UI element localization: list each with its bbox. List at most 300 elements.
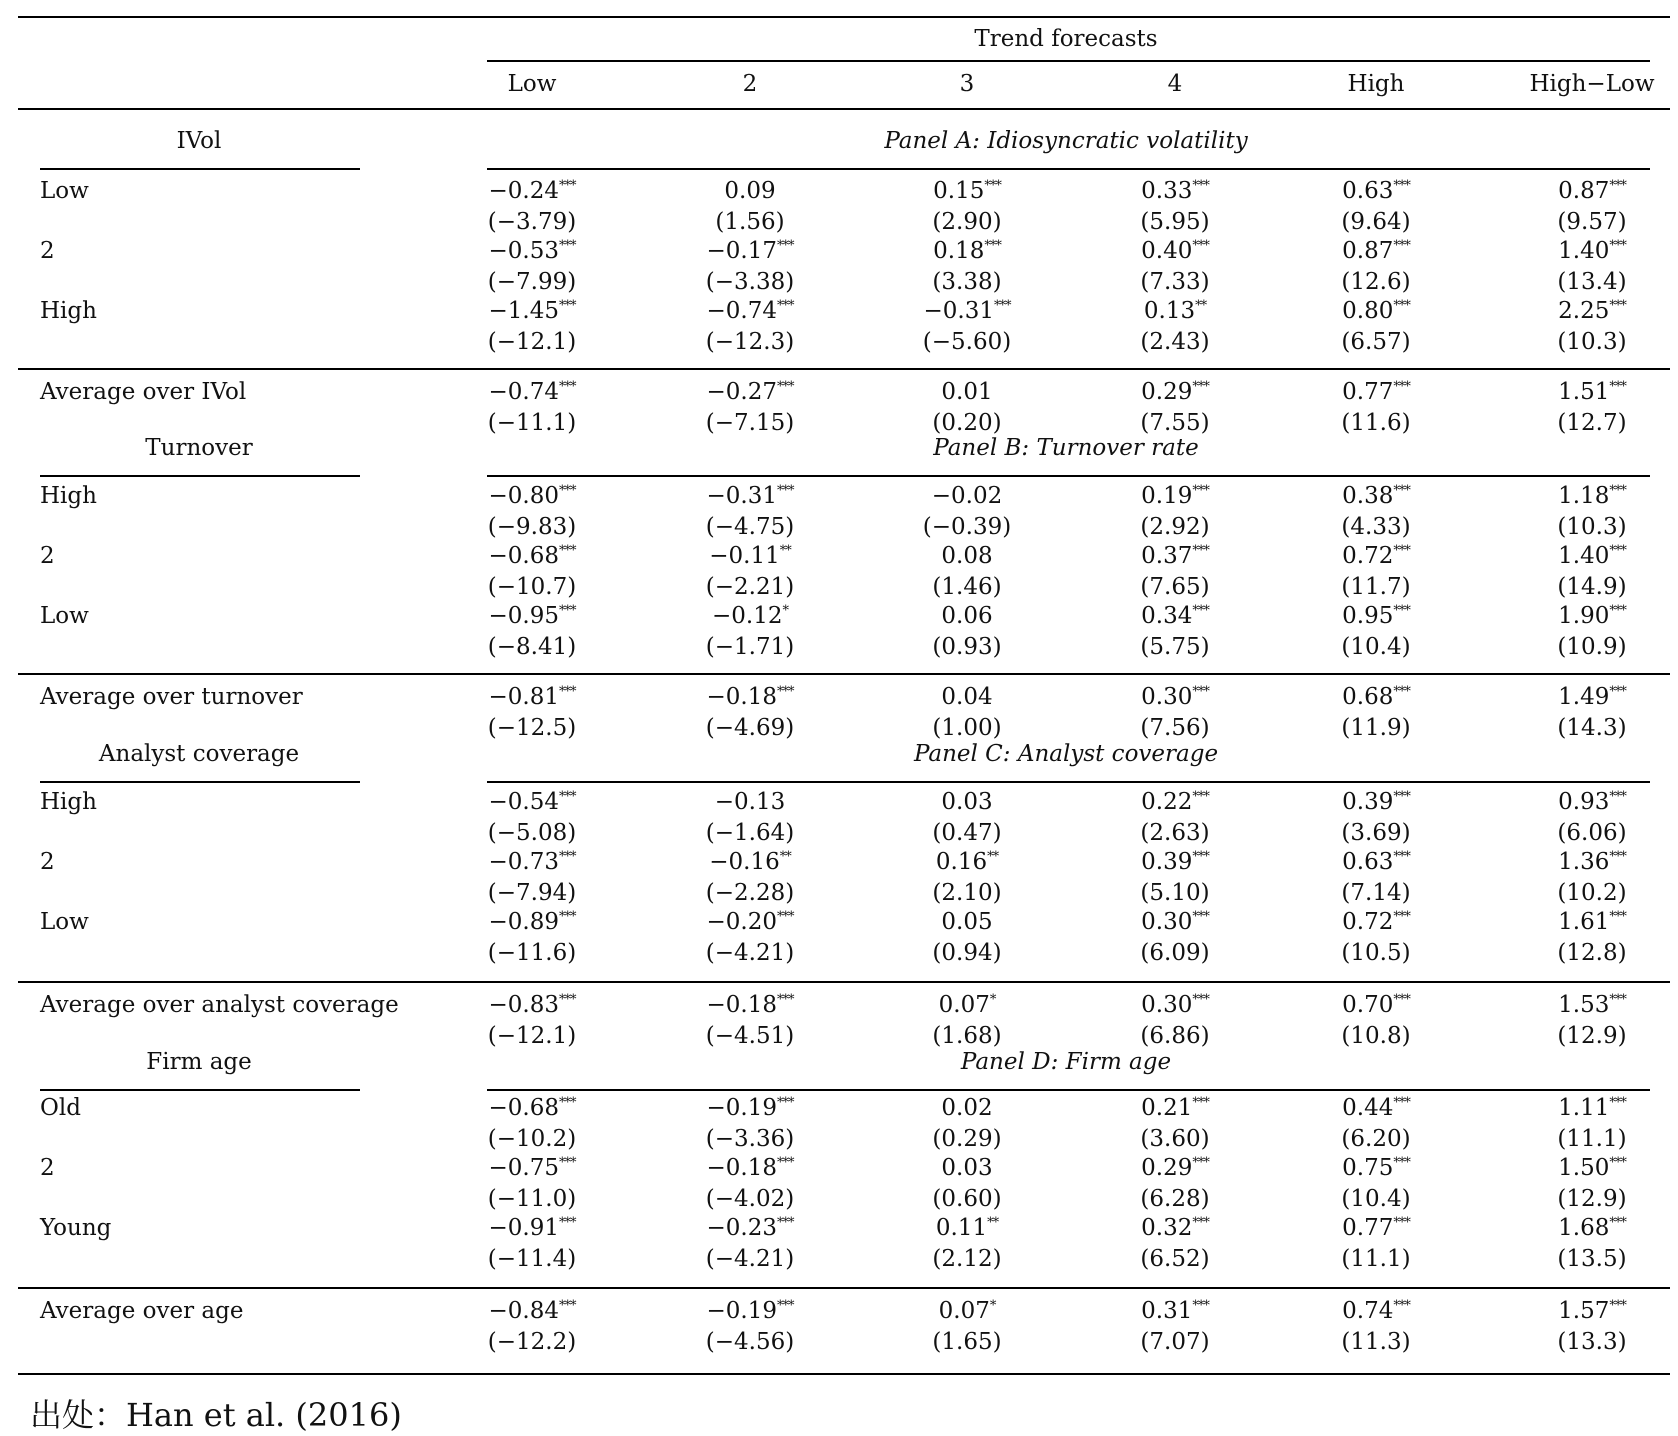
t-statistic: (−1.64) [705,820,795,846]
significance-stars: *** [1393,178,1410,194]
t-statistic: (3.38) [932,269,1002,295]
significance-stars: *** [1393,684,1410,700]
t-statistic: (0.60) [932,1186,1002,1212]
sort-label-rule [40,475,360,477]
coefficient-cell [489,1097,576,1120]
t-statistic: (10.2) [1557,880,1627,906]
column-header: Low [507,71,557,97]
significance-stars: *** [776,1095,794,1111]
t-statistic: (10.4) [1341,1186,1411,1212]
average-coefficient-cell [707,994,794,1017]
significance-stars: *** [1609,789,1626,805]
row-label: 2 [40,238,55,264]
coefficient-value: 0.30 [1141,909,1193,935]
significance-stars: *** [1609,238,1626,254]
source-note: 出处：Han et al. (2016) [30,1396,402,1434]
average-t-statistic: (12.7) [1557,410,1627,436]
t-statistic: (2.43) [1140,329,1210,355]
significance-stars: *** [1609,909,1626,925]
significance-stars: *** [1393,603,1410,619]
coefficient-value: 0.38 [1342,483,1394,509]
coefficient-value: 0.30 [1141,684,1193,710]
average-t-statistic: (−11.1) [487,410,577,436]
t-statistic: (−1.71) [705,634,795,660]
coefficient-value: 1.61 [1558,909,1610,935]
average-coefficient-cell [1141,381,1209,404]
coefficient-cell [1342,605,1410,628]
t-statistic: (−12.1) [487,329,577,355]
significance-stars: *** [558,379,576,395]
row-label: Low [40,909,89,935]
t-statistic: (−9.83) [487,514,577,540]
significance-stars: *** [1609,543,1626,559]
coefficient-cell [709,545,790,568]
coefficient-cell [712,605,788,628]
average-t-statistic: (11.6) [1341,410,1411,436]
coefficient-value: −0.74 [706,298,777,324]
coefficient-cell [941,1157,992,1180]
row-label: High [40,789,97,815]
t-statistic: (12.9) [1557,1186,1627,1212]
t-statistic: (−3.79) [487,209,577,235]
coefficient-value: 0.72 [1342,909,1394,935]
average-coefficient-cell [707,1300,794,1323]
coefficient-cell [1558,851,1626,874]
coefficient-cell [1342,545,1410,568]
t-statistic: (−4.75) [705,514,795,540]
coefficient-value: 0.04 [941,684,993,710]
t-statistic: (6.06) [1557,820,1627,846]
sort-label-rule [40,168,360,170]
coefficient-value: −0.18 [706,1155,777,1181]
average-coefficient-cell [1141,1300,1209,1323]
coefficient-value: 0.01 [941,379,993,405]
average-t-statistic: (6.86) [1140,1023,1210,1049]
coefficient-value: 1.57 [1558,1298,1610,1324]
t-statistic: (12.6) [1341,269,1411,295]
average-t-statistic: (0.20) [932,410,1002,436]
t-statistic: (−11.6) [487,940,577,966]
coefficient-cell [1144,300,1206,323]
coefficient-value: −0.80 [488,483,559,509]
coefficient-cell [1141,240,1209,263]
coefficient-value: 0.32 [1141,1215,1193,1241]
average-t-statistic: (11.9) [1341,715,1411,741]
coefficient-value: −0.95 [488,603,559,629]
t-statistic: (−0.39) [922,514,1012,540]
significance-stars: *** [1192,603,1209,619]
t-statistic: (−3.36) [705,1126,795,1152]
significance-stars: *** [1393,1215,1410,1231]
t-statistic: (6.52) [1140,1246,1210,1272]
t-statistic: (−11.0) [487,1186,577,1212]
t-statistic: (0.47) [932,820,1002,846]
column-group-title: Trend forecasts [974,26,1158,52]
coefficient-value: 0.16 [935,849,988,875]
coefficient-cell [715,791,785,814]
significance-stars: *** [1393,483,1410,499]
t-statistic: (3.69) [1341,820,1411,846]
coefficient-cell [489,851,576,874]
coefficient-value: 0.03 [941,789,993,815]
significance-stars: *** [1393,1095,1410,1111]
coefficient-value: 0.95 [1342,603,1394,629]
coefficient-cell [1141,545,1209,568]
coefficient-cell [1558,1157,1626,1180]
coefficient-value: 0.02 [941,1095,993,1121]
row-label: High [40,483,97,509]
bottom-rule [18,1373,1670,1375]
significance-stars: *** [1393,849,1410,865]
coefficient-value: 0.40 [1141,238,1193,264]
coefficient-value: −0.19 [706,1298,777,1324]
average-coefficient-cell [1141,686,1209,709]
significance-stars: *** [1192,379,1209,395]
t-statistic: (−2.28) [705,880,795,906]
column-header: High−Low [1529,71,1655,97]
average-coefficient-cell [941,381,992,404]
t-statistic: (12.8) [1557,940,1627,966]
t-statistic: (−8.41) [487,634,577,660]
significance-stars: ** [987,849,999,865]
coefficient-value: −0.31 [706,483,777,509]
row-label: Young [40,1215,112,1241]
coefficient-value: −0.02 [931,483,1003,509]
significance-stars: *** [558,849,576,865]
coefficient-value: 0.72 [1342,543,1394,569]
coefficient-value: 0.33 [1141,178,1193,204]
row-label: 2 [40,1155,55,1181]
coefficient-cell [1342,1097,1410,1120]
significance-stars: *** [1609,603,1626,619]
significance-stars: *** [558,1298,576,1314]
coefficient-value: −0.73 [488,849,559,875]
average-coefficient-cell [489,1300,576,1323]
coefficient-cell [709,851,790,874]
coefficient-cell [941,605,992,628]
row-label: High [40,298,97,324]
coefficient-cell [1342,1217,1410,1240]
coefficient-value: 0.03 [941,1155,993,1181]
significance-stars: ** [779,543,791,559]
significance-stars: *** [1393,298,1410,314]
coefficient-value: 0.39 [1141,849,1193,875]
coefficient-value: −0.91 [488,1215,559,1241]
coefficient-value: 0.06 [941,603,993,629]
coefficient-value: 1.90 [1558,603,1610,629]
average-rule [18,1287,1670,1289]
significance-stars: *** [993,298,1011,314]
significance-stars: *** [984,238,1001,254]
coefficient-cell [1558,605,1626,628]
coefficient-value: −0.75 [488,1155,559,1181]
sort-label-rule [40,781,360,783]
average-coefficient-cell [1342,1300,1410,1323]
coefficient-cell [1558,180,1626,203]
significance-stars: *** [1609,1095,1626,1111]
coefficient-value: 1.40 [1558,543,1610,569]
t-statistic: (2.63) [1140,820,1210,846]
significance-stars: *** [1393,992,1410,1008]
significance-stars: *** [558,543,576,559]
coefficient-cell [1342,180,1410,203]
coefficient-cell [489,1157,576,1180]
coefficient-value: 0.63 [1342,178,1394,204]
average-coefficient-cell [1558,381,1626,404]
coefficient-value: 1.68 [1558,1215,1610,1241]
coefficient-cell [1141,911,1209,934]
coefficient-cell [1558,545,1626,568]
coefficient-value: 0.19 [1141,483,1193,509]
coefficient-value: 0.11 [935,1215,988,1241]
average-coefficient-cell [1558,1300,1626,1323]
coefficient-value: 0.74 [1342,1298,1394,1324]
t-statistic: (10.5) [1341,940,1411,966]
coefficient-value: 0.30 [1141,992,1193,1018]
coefficient-cell [707,300,794,323]
significance-stars: *** [984,178,1001,194]
average-t-statistic: (10.8) [1341,1023,1411,1049]
coefficient-value: 0.44 [1342,1095,1394,1121]
average-t-statistic: (−4.56) [705,1329,795,1355]
coefficient-value: 0.29 [1141,1155,1193,1181]
t-statistic: (7.65) [1140,574,1210,600]
t-statistic: (−11.4) [487,1246,577,1272]
coefficient-value: 0.63 [1342,849,1394,875]
average-coefficient-cell [1558,994,1626,1017]
average-row-label: Average over turnover [40,684,303,710]
row-label: 2 [40,849,55,875]
panel-rule [487,781,1650,783]
average-t-statistic: (14.3) [1557,715,1627,741]
coefficient-value: −0.24 [488,178,559,204]
coefficient-cell [1342,1157,1410,1180]
t-statistic: (5.75) [1140,634,1210,660]
average-t-statistic: (−7.15) [705,410,795,436]
average-coefficient-cell [489,686,576,709]
coefficient-cell [1342,240,1410,263]
coefficient-cell [707,1217,794,1240]
average-coefficient-cell [939,1300,996,1323]
coefficient-cell [1342,911,1410,934]
average-t-statistic: (1.65) [932,1329,1002,1355]
t-statistic: (10.3) [1557,329,1627,355]
t-statistic: (5.95) [1140,209,1210,235]
significance-stars: *** [1609,1215,1626,1231]
column-header: 3 [959,71,975,97]
average-row-label: Average over IVol [40,379,247,405]
t-statistic: (11.7) [1341,574,1411,600]
coefficient-cell [1141,791,1209,814]
panel-title: Panel C: Analyst coverage [913,741,1219,767]
column-header: 4 [1167,71,1183,97]
coefficient-cell [1558,1097,1626,1120]
column-group-rule [487,60,1650,62]
panel-rule [487,475,1650,477]
t-statistic: (−12.3) [705,329,795,355]
average-rule [18,673,1670,675]
significance-stars: *** [1393,1155,1410,1171]
significance-stars: *** [558,1095,576,1111]
t-statistic: (7.33) [1140,269,1210,295]
coefficient-cell [1141,1097,1209,1120]
average-coefficient-cell [489,994,576,1017]
significance-stars: *** [776,1298,794,1314]
significance-stars: *** [1192,1215,1209,1231]
coefficient-value: 0.39 [1342,789,1394,815]
coefficient-cell [924,300,1011,323]
coefficient-cell [707,1097,794,1120]
coefficient-cell [707,485,794,508]
coefficient-cell [707,240,794,263]
t-statistic: (2.92) [1140,514,1210,540]
coefficient-cell [1141,180,1209,203]
coefficient-cell [941,1097,992,1120]
significance-stars: *** [776,1155,794,1171]
t-statistic: (10.9) [1557,634,1627,660]
t-statistic: (14.9) [1557,574,1627,600]
t-statistic: (−10.2) [487,1126,577,1152]
average-coefficient-cell [1558,686,1626,709]
significance-stars: *** [1393,379,1410,395]
significance-stars: *** [1192,992,1209,1008]
average-row-label: Average over analyst coverage [40,992,399,1018]
t-statistic: (13.5) [1557,1246,1627,1272]
row-label: Low [40,178,89,204]
coefficient-cell [489,911,576,934]
average-t-statistic: (11.3) [1341,1329,1411,1355]
coefficient-value: 0.22 [1141,789,1193,815]
significance-stars: * [782,603,788,619]
t-statistic: (10.3) [1557,514,1627,540]
significance-stars: *** [776,238,794,254]
significance-stars: *** [1192,543,1209,559]
header-rule [18,108,1670,110]
t-statistic: (6.57) [1341,329,1411,355]
coefficient-value: 1.18 [1558,483,1610,509]
coefficient-value: 0.93 [1558,789,1610,815]
average-t-statistic: (−4.69) [705,715,795,741]
coefficient-cell [1558,791,1626,814]
significance-stars: *** [1192,178,1209,194]
coefficient-value: 0.15 [933,178,985,204]
coefficient-value: −0.16 [709,849,780,875]
coefficient-value: 0.77 [1342,379,1394,405]
average-t-statistic: (7.56) [1140,715,1210,741]
t-statistic: (0.29) [932,1126,1002,1152]
coefficient-value: 0.07 [938,992,990,1018]
t-statistic: (7.14) [1341,880,1411,906]
coefficient-value: 1.51 [1558,379,1610,405]
t-statistic: (2.10) [932,880,1002,906]
coefficient-cell [489,180,576,203]
average-coefficient-cell [1342,686,1410,709]
coefficient-cell [1141,1217,1209,1240]
significance-stars: *** [1192,909,1209,925]
coefficient-cell [1558,240,1626,263]
coefficient-value: 0.18 [933,238,985,264]
top-rule [18,16,1670,18]
t-statistic: (6.20) [1341,1126,1411,1152]
coefficient-value: 0.21 [1141,1095,1193,1121]
significance-stars: *** [776,379,794,395]
average-t-statistic: (−4.51) [705,1023,795,1049]
t-statistic: (9.57) [1557,209,1627,235]
coefficient-value: 0.80 [1342,298,1394,324]
coefficient-value: 0.09 [724,178,776,204]
panel-sort-label: Analyst coverage [98,741,300,767]
coefficient-value: −0.18 [706,684,777,710]
coefficient-cell [489,791,576,814]
coefficient-value: −0.54 [488,789,559,815]
significance-stars: *** [776,992,794,1008]
t-statistic: (4.33) [1341,514,1411,540]
significance-stars: *** [776,298,794,314]
average-t-statistic: (12.9) [1557,1023,1627,1049]
coefficient-value: −0.27 [706,379,777,405]
t-statistic: (−4.02) [705,1186,795,1212]
coefficient-cell [1558,485,1626,508]
t-statistic: (−3.38) [705,269,795,295]
coefficient-cell [936,851,998,874]
significance-stars: *** [1192,1095,1209,1111]
row-label: 2 [40,543,55,569]
t-statistic: (−4.21) [705,940,795,966]
panel-sort-label: Turnover [145,435,253,461]
coefficient-value: −0.13 [714,789,786,815]
panel-rule [487,168,1650,170]
coefficient-value: 1.11 [1558,1095,1610,1121]
significance-stars: * [989,1298,996,1314]
coefficient-value: −0.83 [488,992,559,1018]
significance-stars: *** [1393,909,1410,925]
coefficient-value: −0.23 [706,1215,777,1241]
panel-sort-label: Firm age [146,1049,252,1075]
significance-stars: *** [558,178,576,194]
coefficient-value: −0.68 [488,1095,559,1121]
t-statistic: (0.93) [932,634,1002,660]
coefficient-cell [707,1157,794,1180]
panel-title: Panel B: Turnover rate [933,435,1199,461]
coefficient-value: 0.29 [1141,379,1193,405]
significance-stars: *** [1192,684,1209,700]
average-row-label: Average over age [40,1298,244,1324]
significance-stars: *** [1609,992,1626,1008]
significance-stars: *** [1609,298,1626,314]
significance-stars: * [989,992,996,1008]
t-statistic: (9.64) [1341,209,1411,235]
coefficient-value: −0.31 [923,298,994,324]
significance-stars: ** [987,1215,999,1231]
t-statistic: (11.1) [1557,1126,1627,1152]
t-statistic: (2.12) [932,1246,1002,1272]
t-statistic: (−5.60) [922,329,1012,355]
t-statistic: (11.1) [1341,1246,1411,1272]
coefficient-value: 0.77 [1342,1215,1394,1241]
coefficient-value: 0.87 [1558,178,1610,204]
significance-stars: *** [1393,789,1410,805]
coefficient-value: 0.07 [938,1298,990,1324]
panel-rule [487,1089,1650,1091]
significance-stars: *** [1609,849,1626,865]
t-statistic: (−10.7) [487,574,577,600]
row-label: Low [40,603,89,629]
significance-stars: *** [558,684,576,700]
t-statistic: (−2.21) [705,574,795,600]
coefficient-value: 1.40 [1558,238,1610,264]
coefficient-cell [489,1217,576,1240]
significance-stars: *** [1609,1298,1626,1314]
